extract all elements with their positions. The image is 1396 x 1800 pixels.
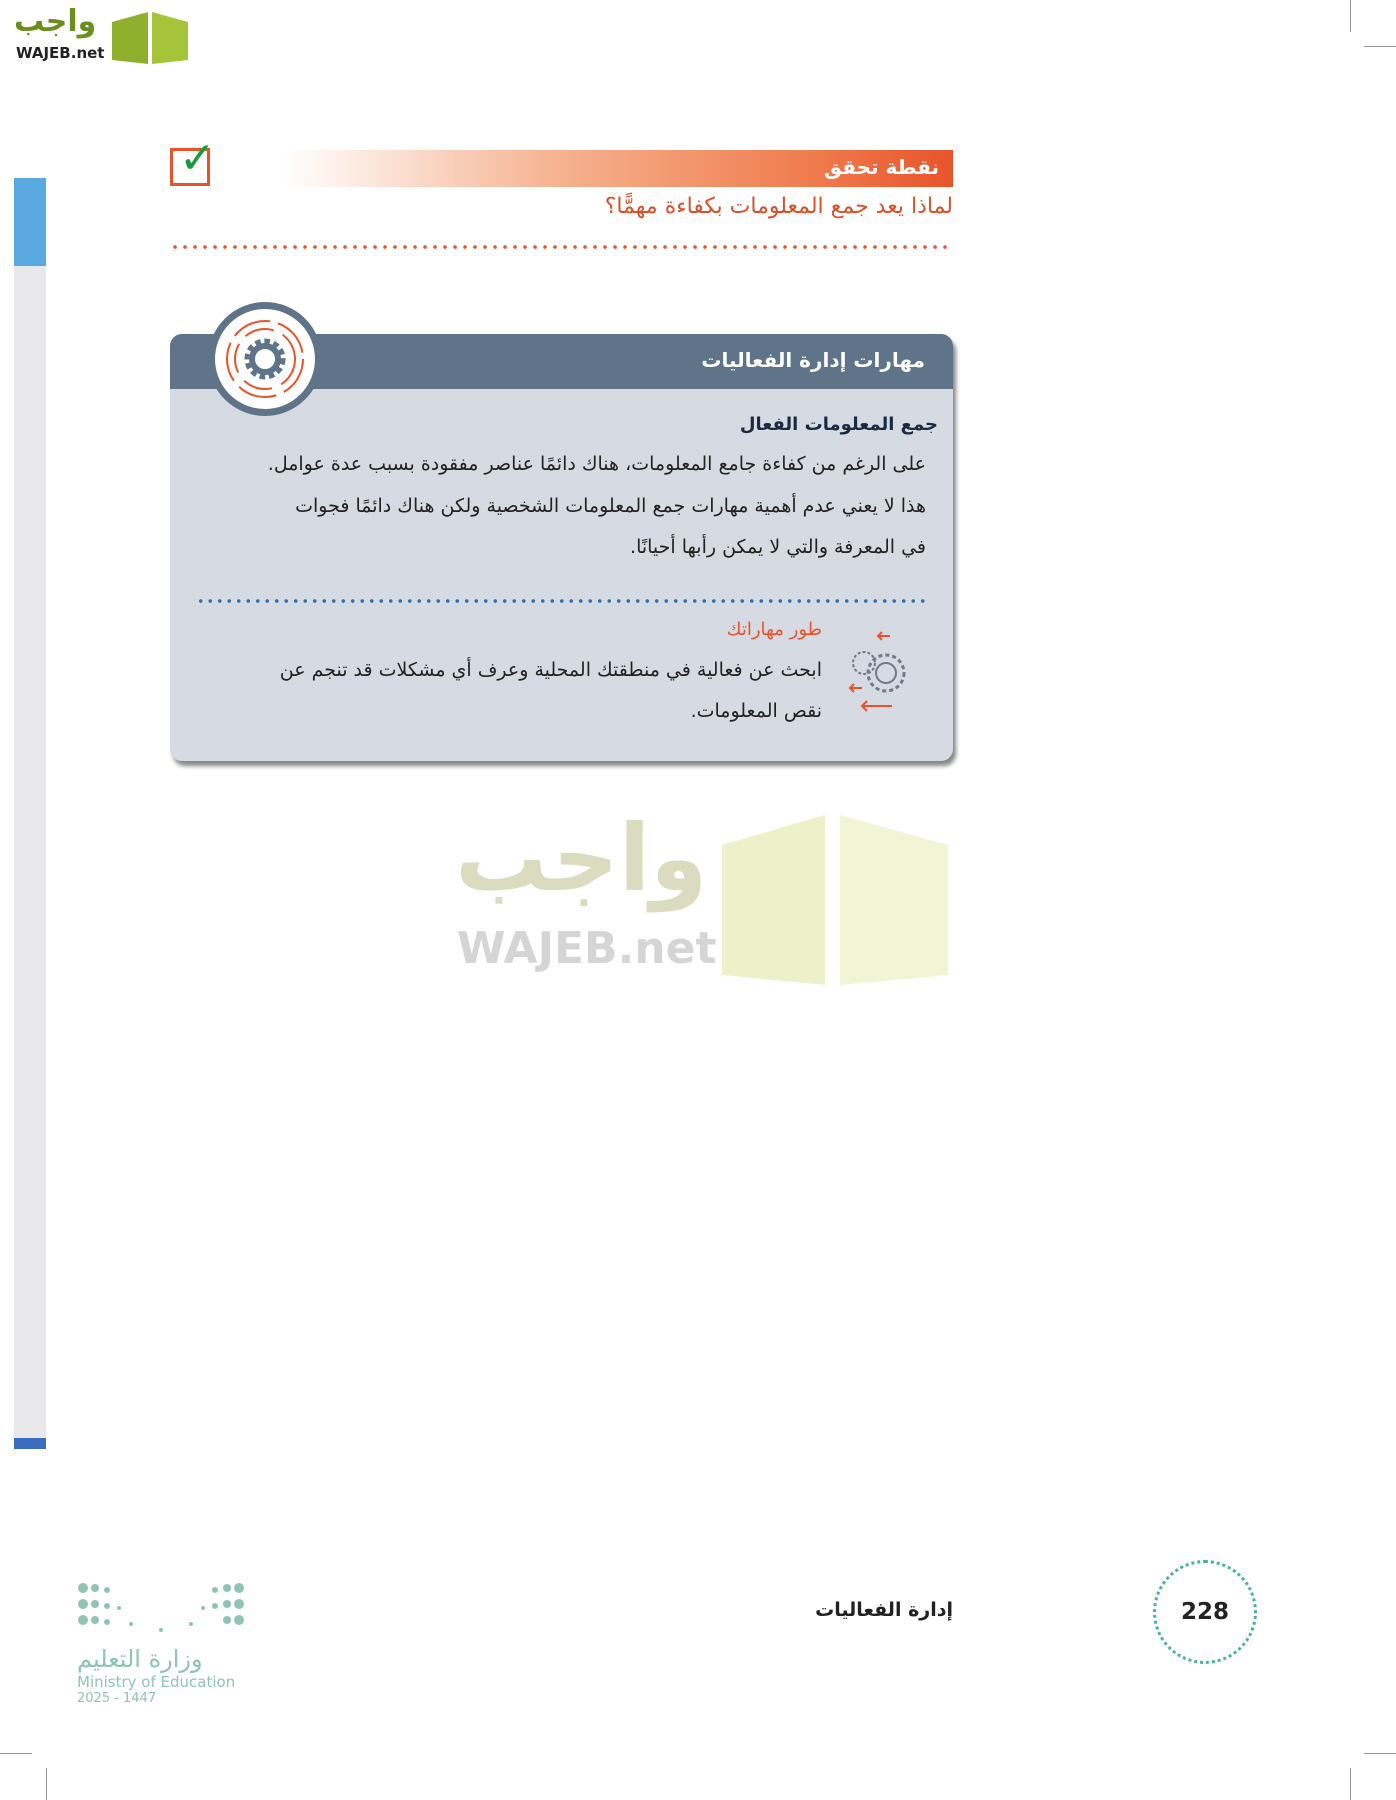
develop-line: ابحث عن فعالية في منطقتك المحلية وعرف أي مشكلات قد تنجم عن [279, 659, 822, 681]
crop-mark [1364, 46, 1396, 47]
body-line: على الرغم من كفاءة جامع المعلومات، هناك دائمًا عناصر مفقودة بسبب عدة عوامل. [267, 453, 926, 475]
crop-mark [1350, 0, 1351, 32]
checkpoint-banner [285, 150, 953, 187]
wajeb-logo [8, 4, 193, 70]
answer-dotted-line [170, 244, 953, 250]
watermark-latin: WAJEB.net [457, 923, 717, 974]
page-number: 228 [1153, 1560, 1257, 1664]
body-line: هذا لا يعني عدم أهمية مهارات جمع المعلومات الشخصية ولكن هناك دائمًا فجوات [295, 495, 926, 517]
ministry-name-en: Ministry of Education [77, 1673, 236, 1691]
crop-mark [1364, 1753, 1396, 1754]
watermark-arabic: واجب [455, 805, 708, 912]
book-icon [720, 815, 950, 985]
crop-mark [0, 1753, 32, 1754]
gear-cycle-icon [208, 302, 322, 416]
book-icon [108, 8, 193, 66]
skills-box-title: مهارات إدارة الفعاليات [701, 348, 925, 372]
ministry-dots-icon [77, 1580, 247, 1635]
develop-line: نقص المعلومات. [690, 700, 822, 722]
crop-mark [46, 1768, 47, 1800]
ministry-logo [77, 1580, 252, 1730]
page-edge-strip [14, 178, 46, 1449]
checkmark-icon: ✓ [170, 148, 210, 186]
divider-dotted [196, 598, 928, 604]
logo-latin: WAJEB.net [16, 44, 105, 62]
checkpoint-label: نقطة تحقق [824, 155, 939, 179]
checkpoint-question: لماذا يعد جمع المعلومات بكفاءة مهمًّا؟ [604, 194, 953, 219]
develop-skills-title: طور مهاراتك [726, 619, 822, 640]
footer-chapter-title: إدارة الفعاليات [815, 1599, 953, 1621]
ministry-year: 2025 - 1447 [77, 1691, 157, 1706]
body-line: في المعرفة والتي لا يمكن رأبها أحيانًا. [630, 536, 926, 558]
logo-arabic: واجب [14, 4, 97, 39]
ministry-name-ar: وزارة التعليم [77, 1645, 203, 1673]
subheading: جمع المعلومات الفعال [739, 414, 938, 435]
gears-arrows-icon [842, 628, 922, 718]
crop-mark [1350, 1768, 1351, 1800]
watermark [455, 805, 950, 985]
